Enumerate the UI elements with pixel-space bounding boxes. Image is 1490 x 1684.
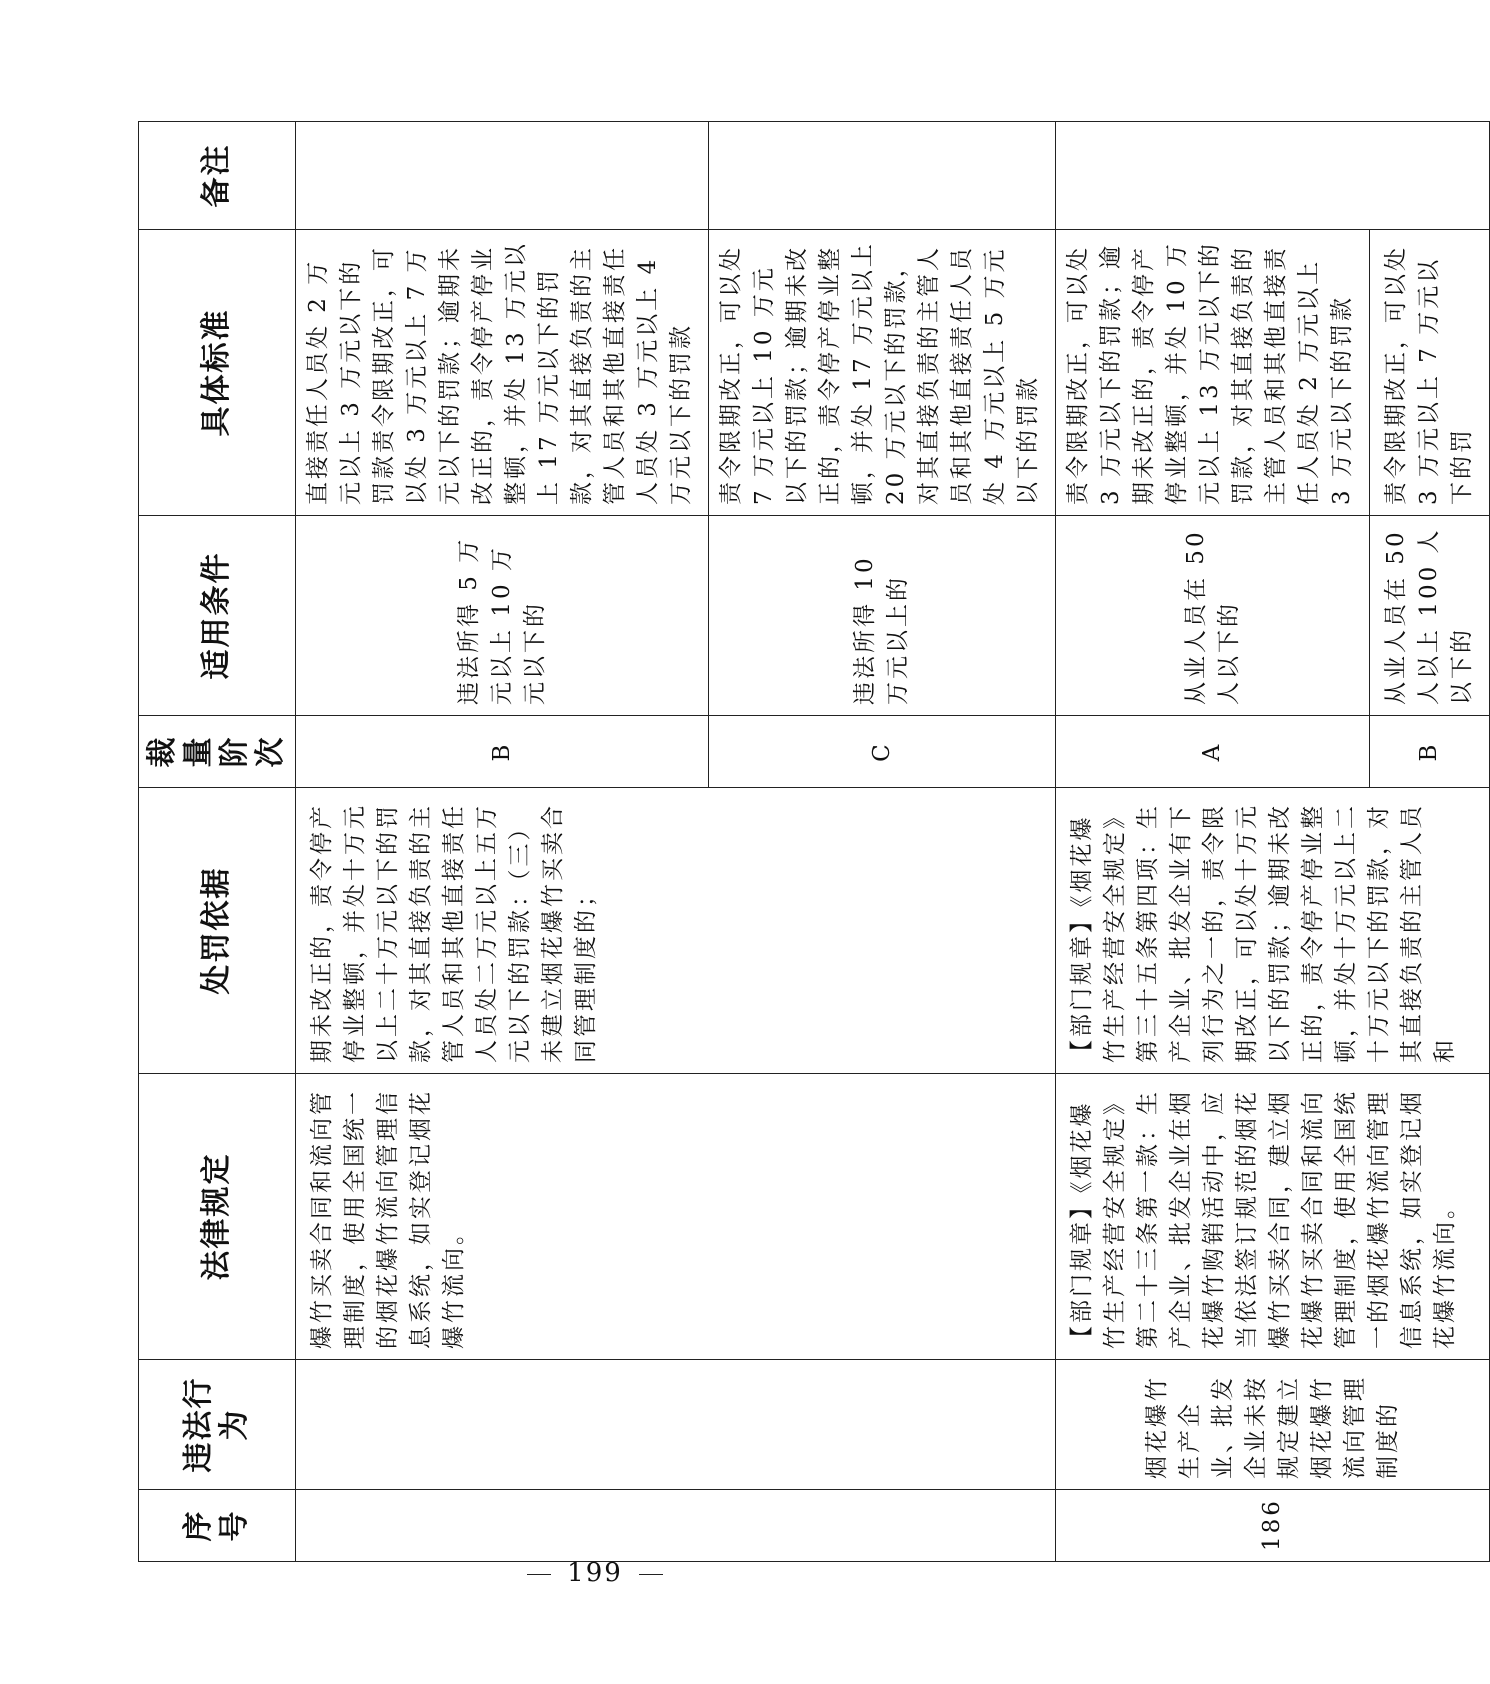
page-number-text: 199: [567, 1558, 623, 1588]
penalty-discretion-table: [138, 121, 1490, 1562]
block1-note-c: [709, 122, 1056, 230]
block1-basis-cell: 期未改正的，责令停产停业整顿，并处十万元以上二十万元以下的罚款，对其直接负责的主管人员和其他直接责任人员处二万元以上五万元以下的罚款：（三）未建立烟花爆竹买卖合同管理制度的；: [296, 788, 1056, 1074]
block2-law-cell: 【部门规章】《烟花爆竹生产经营安全规定》第二十三条第一款：生产企业、批发企业在烟花爆竹购销活动中，应当依法签订规范的烟花爆竹买卖合同，建立烟花爆竹买卖合同和流向管理制度，使用全国统一的烟花爆竹流向管理信息系统，如实登记烟花爆竹流向。: [1056, 1074, 1490, 1360]
header-cond: 适用条件: [139, 516, 296, 716]
header-row: [139, 122, 296, 1562]
block1-std-c: 责令限期改正，可以处 7 万元以上 10 万元以下的罚款；逾期未改正的，责令停产停业整顿，并处 17 万元以上 20 万元以下的罚款，对其直接负责的主管人员和其他直接责任人员处 4 万元以上 5 万元以下的罚款: [709, 230, 1056, 516]
header-law: 法律规定: [139, 1074, 296, 1360]
block2-cond-a: 从业人员在 50 人以下的: [1056, 516, 1370, 716]
block2-std-b: 责令限期改正，可以处 3 万元以上 7 万元以下的罚: [1370, 230, 1490, 516]
header-note: 备注: [139, 122, 296, 230]
header-act: 违法行为: [139, 1360, 296, 1490]
block1-act-cell: [296, 1360, 1056, 1490]
header-seq: 序号: [139, 1490, 296, 1562]
page-number: [0, 1558, 1190, 1588]
block2-level-a: A: [1056, 716, 1370, 788]
table-row: [1056, 122, 1370, 1562]
block1-level-c: C: [709, 716, 1056, 788]
block2-cond-b: 从业人员在 50 人以上 100 人以下的: [1370, 516, 1490, 716]
header-basis: 处罚依据: [139, 788, 296, 1074]
block2-basis-cell: 【部门规章】《烟花爆竹生产经营安全规定》第三十五条第四项：生产企业、批发企业有下列行为之一的，责令限期改正，可以处十万元以下的罚款；逾期未改正的，责令停产停业整顿，并处十万元以上二十万元以下的罚款，对其直接负责的主管人员和: [1056, 788, 1490, 1074]
block2-level-b: B: [1370, 716, 1490, 788]
block2-seq-cell: 186: [1056, 1490, 1490, 1562]
block2-note-cell: [1056, 122, 1490, 230]
header-std: 具体标准: [139, 230, 296, 516]
rotated-table-stage: [138, 122, 1475, 1562]
block1-level-b: B: [296, 716, 709, 788]
table-row: [296, 122, 709, 1562]
page-dash-right: [639, 1574, 663, 1575]
block1-law-cell: 爆竹买卖合同和流向管理制度，使用全国统一的烟花爆竹流向管理信息系统，如实登记烟花爆竹流向。: [296, 1074, 1056, 1360]
block1-std-b: 直接责任人员处 2 万元以上 3 万元以下的罚款责令限期改正，可以处 3 万元以上 7 万元以下的罚款；逾期未改正的，责令停产停业整顿，并处 13 万元以上 17 万元以下的罚款，对其直接负责的主管人员和其他直接责任人员处 3 万元以上 4 万元以下的罚款: [296, 230, 709, 516]
block2-act-cell: 烟花爆竹生产企业、批发企业未按规定建立烟花爆竹流向管理制度的: [1056, 1360, 1490, 1490]
block1-seq-cell: [296, 1490, 1056, 1562]
block1-cond-b: 违法所得 5 万元以上 10 万元以下的: [296, 516, 709, 716]
block2-std-a: 责令限期改正，可以处 3 万元以下的罚款；逾期未改正的，责令停产停业整顿，并处 10 万元以上 13 万元以下的罚款，对其直接负责的主管人员和其他直接责任人员处 2 万元以上 3 万元以下的罚款: [1056, 230, 1370, 516]
header-level: 裁量阶次: [139, 716, 296, 788]
block1-cond-c: 违法所得 10 万元以上的: [709, 516, 1056, 716]
page-dash-left: [527, 1574, 551, 1575]
block1-note-b: [296, 122, 709, 230]
